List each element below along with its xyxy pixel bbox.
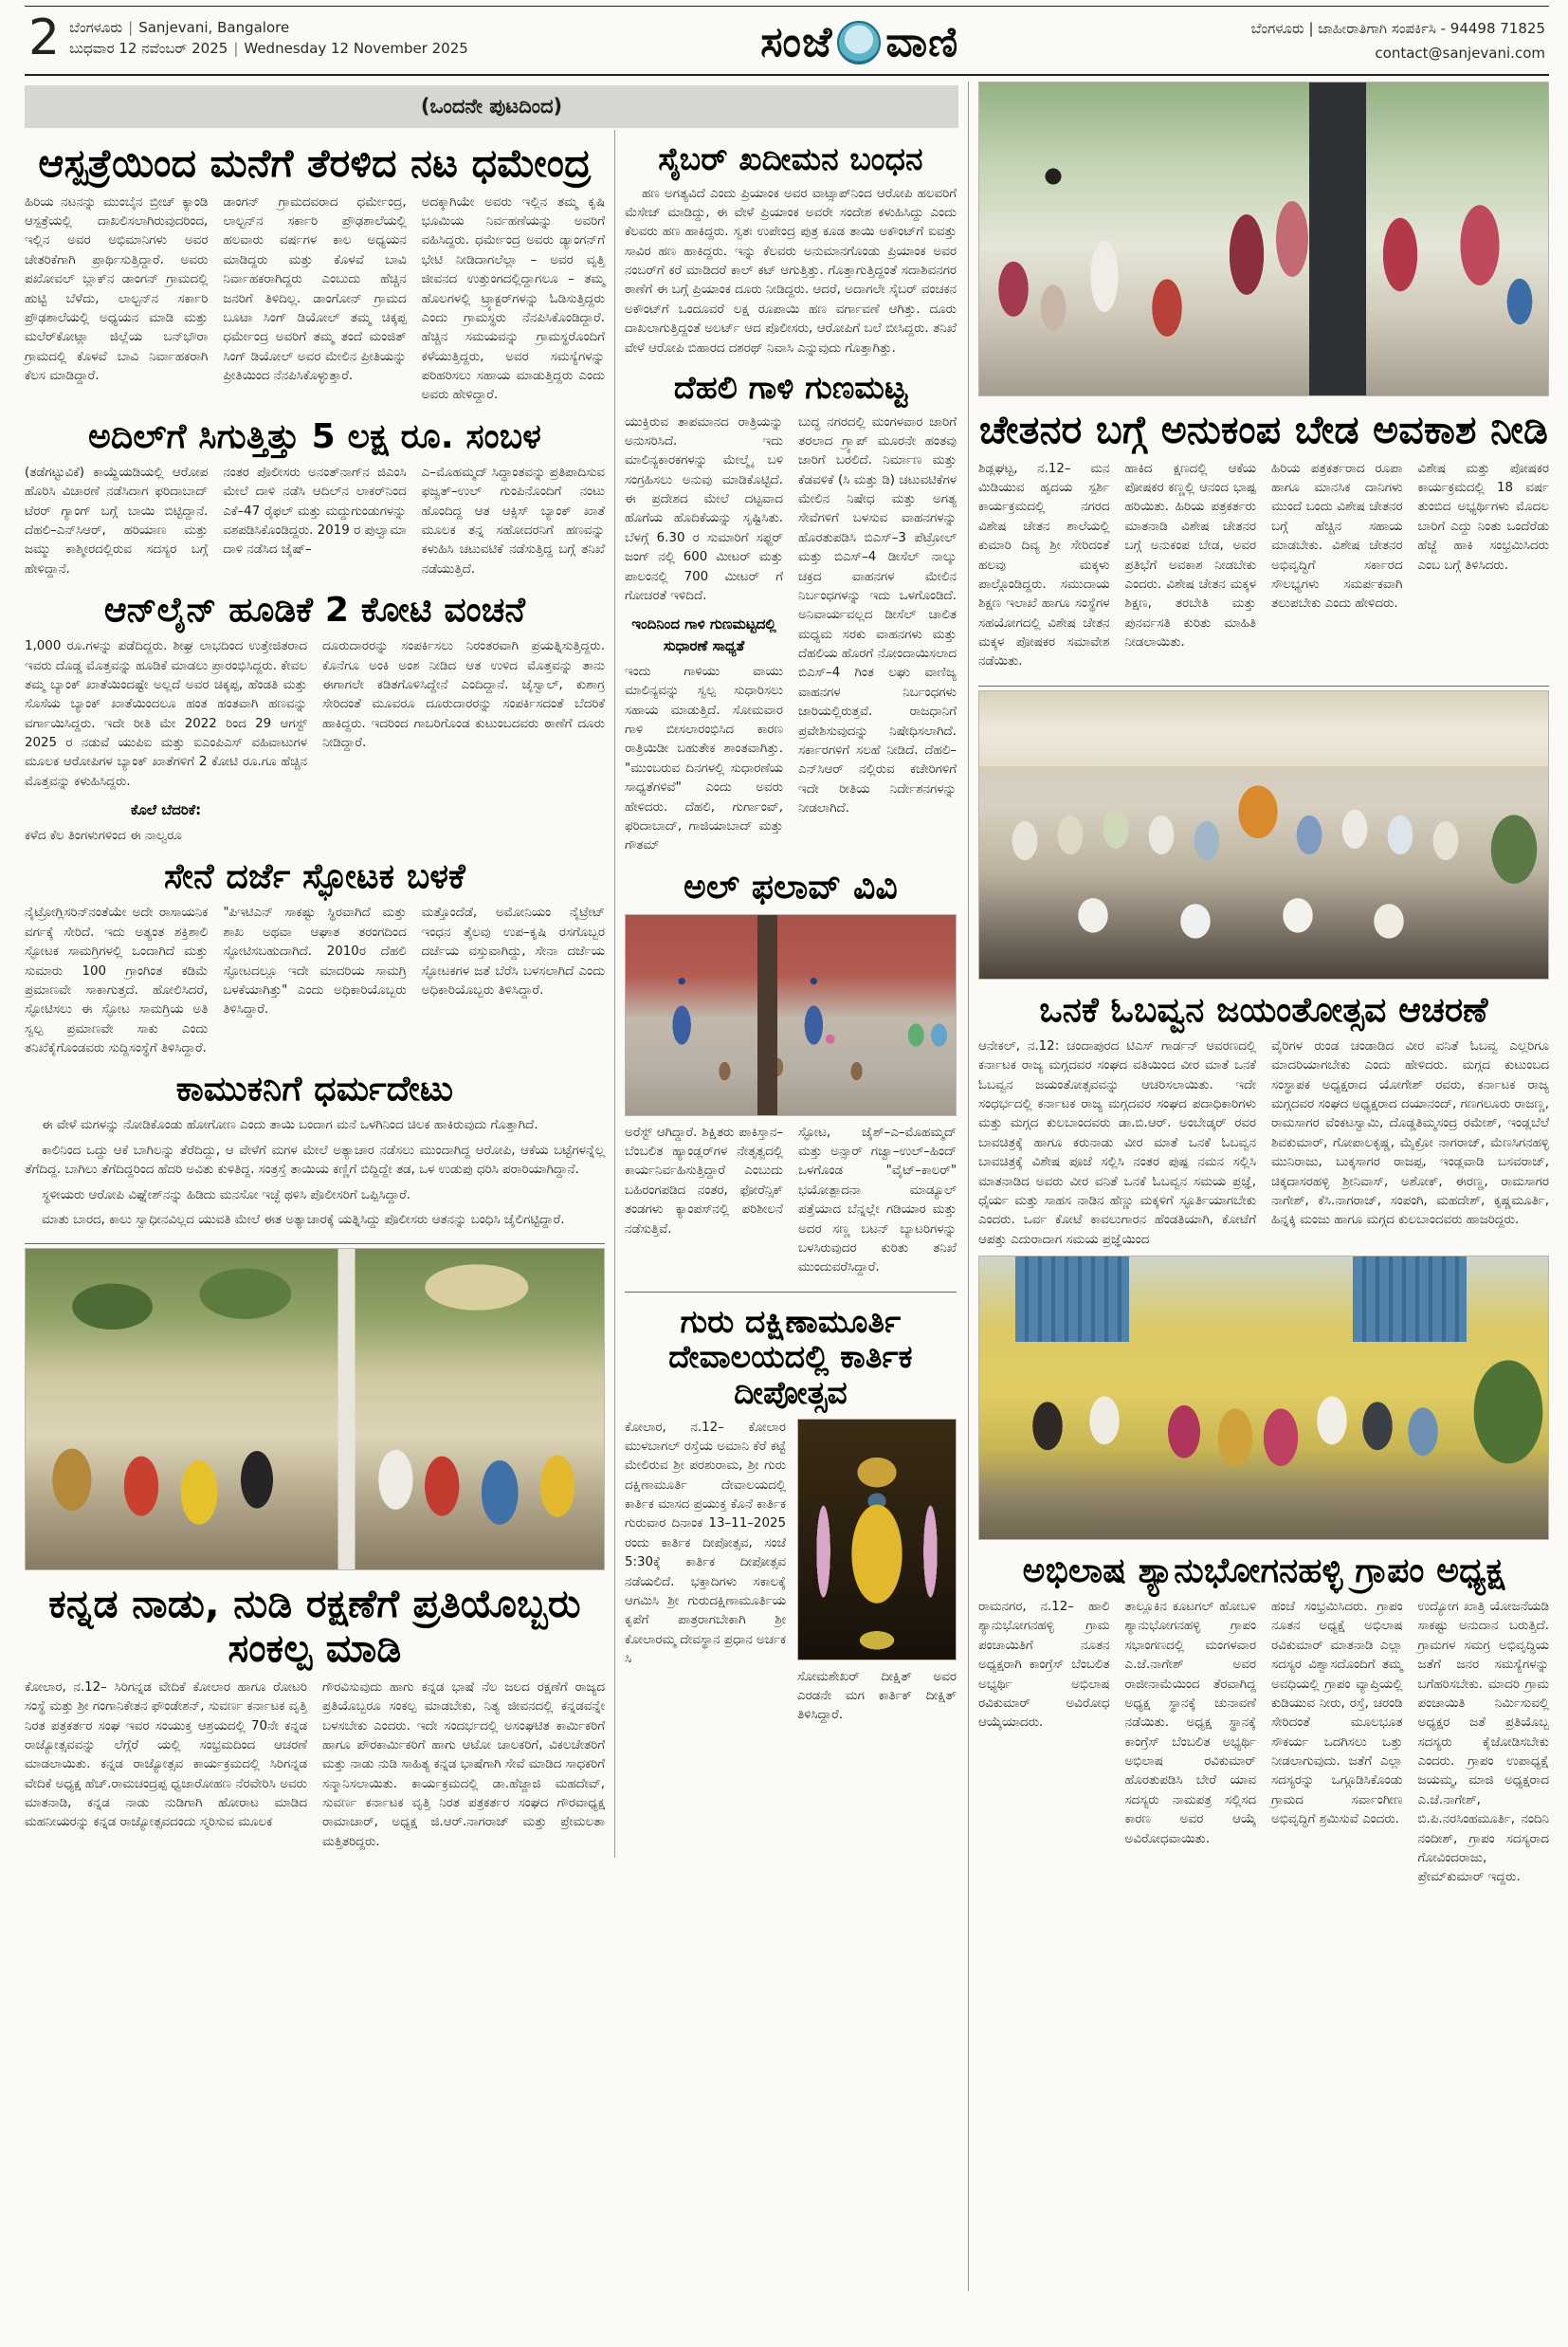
advertise-contact: ಬೆಂಗಳೂರು | ಜಾಹೀರಾತಿಗಾಗಿ ಸಂಪರ್ಕಿಸಿ - 94498 71825 (1250, 20, 1545, 37)
deity-photo-block (797, 1419, 957, 1738)
headline-online-fraud: ಆನ್‌ಲೈನ್ ಹೂಡಿಕೆ 2 ಕೋಟಿ ವಂಚನೆ (103, 591, 526, 631)
article-body-column: ಬುದ್ಧ ನಗರದಲ್ಲಿ ಮಂಗಳವಾರ ಜಾರಿಗೆ ತರಲಾದ ಗ್ರ್ಯಾಪ್ ಮೂರನೇ ಹಂತವು ಜಾರಿಗೆ ಬರಲಿದೆ. ನಿರ್ಮಾಣ ಮತ್ತು ಕೆಡವಳಿಕೆ (ಸಿ ಮತ್ತು ಡಿ) ಚಟುವಟಿಕೆಗಳ ಮೇಲಿನ ನಿಷೇಧ ಮತ್ತು ಅಗತ್ಯ ಸೇವೆಗಳಿಗೆ ಬಳಸುವ ವಾಹನಗಳನ್ನು ಹೊರತುಪಡಿಸಿ ಬಿಎಸ್–3 ಪೆಟ್ರೋಲ್ ಮತ್ತು ಬಿಎಸ್–4 ಡೀಸೆಲ್ ನಾಲ್ಕು ಚಕ್ರದ ವಾಹನಗಳ ಮೇಲಿನ ನಿರ್ಬಂಧಗಳನ್ನು ಇದು ಒಳಗೊಂಡಿದೆ. ಅನಿವಾರ್ಯವಲ್ಲದ ಡೀಸೆಲ್ ಚಾಲಿತ ಮಧ್ಯಮ ಸರಕು ವಾಹನಗಳು ಮತ್ತು ದೆಹಲಿಯ ಹೊರಗೆ ನೋಂದಾಯಿಸಲಾದ ಬಿಎಸ್–4 ಗಿಂತ ಲಘು ವಾಣಿಜ್ಯ ವಾಹನಗಳ ನಿರ್ಬಂಧಗಳು ಜಾರಿಯಲ್ಲಿರುತ್ತವೆ. ರಾಜಧಾನಿಗೆ ಪ್ರವೇಶಿಸುವುದನ್ನು ನಿಷೇಧಿಸಲಾಗಿದೆ. ಸರ್ಕಾರಗಳಿಗೆ ಸಲಹೆ ನೀಡಿದೆ. ದೆಹಲಿ–ಎನ್‌ಸಿಆರ್ ನಲ್ಲಿರುವ ಕಚೇರಿಗಳಿಗೆ ಇದೇ ರೀತಿಯ ನಿರ್ದೇಶನಗಳನ್ನು ನೀಡಲಾಗಿದೆ. (798, 414, 957, 816)
article-online-fraud (25, 591, 605, 846)
article-rajyotsava (25, 1248, 605, 1852)
continued-from-page-one-band: (ಒಂದನೇ ಪುಟದಿಂದ) (25, 85, 958, 128)
section-divider (978, 686, 1549, 687)
article-dharmendra (25, 141, 605, 406)
article-body-column: ಹಾಕಿದ ಕ್ಷಣದಲ್ಲಿ ಆಕೆಯ ಪೋಷಕರ ಕಣ್ಣಲ್ಲಿ ಆನಂದ ಭಾಷ್ಪ ಹರಿಯಿತು. ಹಿರಿಯ ಪತ್ರಕರ್ತರು ಮಾತನಾಡಿ ವಿಶೇಷ ಚೇತನರ ಬಗ್ಗೆ ಅನುಕಂಪ ಬೇಡ, ಅವರ ಪ್ರತಿಭೆಗೆ ಅವಕಾಶ ನೀಡಬೇಕು ಎಂದರು. ವಿಶೇಷ ಚೇತನ ಮಕ್ಕಳ ಶಿಕ್ಷಣ, ತರಬೇತಿ ಮತ್ತು ಪುನರ್ವಸತಿ ಕುರಿತು ಮಾಹಿತಿ ನೀಡಲಾಯಿತು. (1124, 461, 1256, 651)
article-body-column: ಹಂಚೆ ಸಂಭ್ರಮಿಸಿದರು. ಗ್ರಾಪಂ ನೂತನ ಅಧ್ಯಕ್ಷೆ ಅಭಿಲಾಷ ರವಿಕುಮಾರ್ ಮಾತನಾಡಿ ಎಲ್ಲಾ ಸದಸ್ಯರ ವಿಶ್ವಾಸದೊಂದಿಗೆ ತಮ್ಮ ಅವಧಿಯಲ್ಲಿ ಗ್ರಾಪಂ ವ್ಯಾಪ್ತಿಯಲ್ಲಿ ಕುಡಿಯುವ ನೀರು, ರಸ್ತೆ, ಚರಂಡಿ ಸೇರಿದಂತೆ ಮೂಲಭೂತ ಸೌಕರ್ಯ ಒದಗಿಸಲು ಒತ್ತು ನೀಡಲಾಗುವುದು. ಜತೆಗೆ ಎಲ್ಲಾ ಸದಸ್ಯರನ್ನು ಒಗ್ಗೂಡಿಸಿಕೊಂಡು ಗ್ರಾಮದ ಸರ್ವಾಂಗೀಣ ಅಭಿವೃದ್ಧಿಗೆ ಶ್ರಮಿಸುವೆ ಎಂದರು. (1271, 1600, 1403, 1827)
deity-photo (797, 1419, 957, 1660)
article-molester-beaten (25, 1070, 605, 1230)
column-rule (614, 130, 615, 1858)
article-body-column: ಸ್ಫೋಟ, ಜೈಶ್–ಎ–ಮೊಹಮ್ಮದ್ ಮತ್ತು ಅನ್ಸಾರ್ ಗಜ್ವಾ–ಉಲ್–ಹಿಂದ್ ಒಳಗೊಂಡ "ವೈಟ್–ಕಾಲರ್" ಭಯೋತ್ಪಾದನಾ ಮಾಡ್ಯೂಲ್ ಪತ್ತೆಯಾದ ಬೆನ್ನಲ್ಲೇ ಗಡಿಯಾರ ಮತ್ತು ಅದರ ಸಣ್ಣ ಬಟನ್ ಬ್ಯಾಟರಿಗಳನ್ನು ಬಳಸಿರುವುದರ ಕುರಿತು ತನಿಖೆ ಮುಂದುವರೆಸಿದ್ದಾರೆ. (798, 1125, 957, 1275)
article-body-column: ಎ–ಮೊಹಮ್ಮದ್ ಸಿದ್ಧಾಂತವನ್ನು ಪ್ರತಿಪಾದಿಸುವ ಫಜ್ವತ್–ಉಲ್ ಗುಂಪಿನೊಂದಿಗೆ ನಂಟು ಹೊಂದಿದ್ದ ಆತ ಆಕ್ಸಿಸ್ ಬ್ಯಾಂಕ್ ಖಾತೆ ಮೂಲಕ ತನ್ನ ಸಹೋದರನಿಗೆ ಹಣವನ್ನು ಕಳುಹಿಸಿ ಚಟುವಟಿಕೆ ನಡೆಸುತ್ತಿದ್ದ ಬಗ್ಗೆ ತನಿಖೆ ನಡೆಯುತ್ತಿದೆ. (421, 465, 605, 577)
headline-deepotsava: ಗುರು ದಕ್ಷಿಣಾಮೂರ್ತಿ ದೇವಾಲಯದಲ್ಲಿ ಕಾರ್ತಿಕ ದೀಪೋತ್ಸವ (668, 1302, 913, 1411)
headline-abhilasha: ಅಭಿಲಾಷ ಶ್ಯಾನುಭೋಗನಹಳ್ಳಿ ಗ್ರಾಪಂ ಅಧ್ಯಕ್ಷ (1022, 1551, 1505, 1591)
headline-al-falah: ಅಲ್ ಫಲಾವ್ ವಿವಿ (684, 867, 898, 907)
article-body: ಹಣ ಅಗತ್ಯವಿದೆ ಎಂದು ಪ್ರಿಯಾಂಕ ಅವರ ವಾಟ್ಸಾಪ್‌ನಿಂದ ಆರೋಪಿ ಹಲವರಿಗೆ ಮೆಸೇಜ್ ಮಾಡಿದ್ದು, ಈ ವೇಳೆ ಪ್ರಿಯಾಂಕ ಅವರೇ ಸಂದೇಶ ಕಳುಹಿಸಿದ್ದು ಎಂದು ಕೆಲವರು ಹಣ ಹಾಕಿದ್ದರು. ಸ್ವತಃ ಉಪೇಂದ್ರ ಪುತ್ರ ಕೂಡ ತಾಯಿ ಅಕೌಂಟ್‌ಗೆ ಐವತ್ತು ಸಾವಿರ ಹಣ ಹಾಕಿದ್ದರು. ಇನ್ನು ಕೆಲವರು ಅನುಮಾನಗೊಂಡು ಪ್ರಿಯಾಂಕ ಅವರ ನಂಬರ್‌ಗೆ ಕರೆ ಮಾಡಿದರೆ ಕಾಲ್ ಕಟ್ ಆಗುತ್ತಿತ್ತು. ಗೊತ್ತಾಗುತ್ತಿದ್ದಂತೆ ಸದಾಶಿವನಗರ ಠಾಣೆಗೆ ಈ ಬಗ್ಗೆ ಪ್ರಿಯಾಂಕ ದೂರು ನೀಡಿದ್ದರು. ಆದರೆ, ಅದಾಗಲೇ ಸೈಬರ್ ವಂಚಕನ ಅಕೌಂಟ್‌ಗೆ ಒಂದೂವರೆ ಲಕ್ಷ ರೂಪಾಯಿ ಹಣ ವರ್ಗಾವಣೆ ಆಗಿತ್ತು. ದೂರು ದಾಖಲಾಗುತ್ತಿದ್ದಂತೆ ಅಲರ್ಟ್ ಆದ ಪೊಲೀಸರು, ಆರೋಪಿಗೆ ಬಲೆ ಬೀಸಿದ್ದರು. ತನಿಖೆ ವೇಳೆ ಆರೋಪಿ ಬಿಹಾರದ ದಶರಥ್ ನಿವಾಸಿ ಎನ್ನುವುದು ಗೊತ್ತಾಗಿತ್ತು. (625, 186, 957, 356)
article-lead: ಈ ವೇಳೆ ಮಗಳನ್ನು ನೋಡಿಕೊಂಡು ಹೋಗೋಣ ಎಂದು ತಾಯಿ ಬಂದಾಗ ಮನೆ ಒಳಗಿನಿಂದ ಚಿಲಕ ಹಾಕಿರುವುದು ಗೊತ್ತಾಗಿದೆ. (42, 1118, 538, 1133)
article-body-column: ಡಾಂಗನ್ ಗ್ರಾಮದವರಾದ ಧರ್ಮೇಂದ್ರ, ಲಾಲ್ಟನ್‌ನ ಸರ್ಕಾರಿ ಪ್ರೌಢಶಾಲೆಯಲ್ಲಿ ಹಲವಾರು ವರ್ಷಗಳ ಕಾಲ ಅಧ್ಯಯನ ಮಾಡಿದ್ದರು ಮತ್ತು ಕೊಳವೆ ಬಾವಿ ನಿರ್ವಾಹಕರಾಗಿದ್ದರು ಎಂಬುದು ಹೆಚ್ಚಿನ ಜನರಿಗೆ ತಿಳಿದಿಲ್ಲ. ಡಾಂಗೋನ್ ಗ್ರಾಮದ ಬೂಟಾ ಸಿಂಗ್ ಡಿಯೋಲ್ ತಮ್ಮ ಚಿಕ್ಕಪ್ಪ ಧರ್ಮೇಂದ್ರ ಅವರಿಗೆ ತಮ್ಮ ತಂದೆ ಮಂಜಿತ್ ಸಿಂಗ್ ಡಿಯೋಲ್ ಅವರ ಮೇಲಿನ ಪ್ರೀತಿಯನ್ನು ಪ್ರೀತಿಯಿಂದ ನೆನಪಿಸಿಕೊಳ್ಳುತ್ತಾರೆ. (223, 194, 407, 384)
article-body-column: ನೈಟ್ರೋಗ್ಲಿಸರಿನ್‌ನಂತೆಯೇ ಅದೇ ರಾಸಾಯನಿಕ ವರ್ಗಕ್ಕೆ ಸೇರಿದೆ. ಇದು ಅತ್ಯಂತ ಶಕ್ತಿಶಾಲಿ ಸ್ಫೋಟಕ ಸಾಮಗ್ರಿಗಳಲ್ಲಿ ಒಂದಾಗಿದೆ ಮತ್ತು ಸುಮಾರು 100 ಗ್ರಾಂಗಿಂತ ಕಡಿಮೆ ಪ್ರಮಾಣವೇ ಸಾಕಾಗುತ್ತದೆ. ಹೋಲಿಸಿದರೆ, ಸ್ಫೋಟಿಸಲು ಈ ಸ್ಫೋಟ ಸಾಮಗ್ರಿಯ ಅತಿ ಸ್ವಲ್ಪ ಪ್ರಮಾಣವೇ ಸಾಕು ಎಂದು ತನಿಖೆಕೈಗೊಂಡವರು ಸುದ್ದಿಸಂಸ್ಥೆಗೆ ತಿಳಿಸಿದ್ದಾರೆ. (25, 906, 209, 1055)
subhead-air-improvement: ಇಂದಿನಿಂದ ಗಾಳಿ ಗುಣಮಟ್ಟದಲ್ಲಿ ಸುಧಾರಣೆ ಸಾಧ್ಯತೆ (631, 615, 776, 655)
edition-lines (69, 16, 468, 57)
masthead-logo-icon (837, 21, 881, 64)
article-body-column: ತಾಲ್ಲೂಕಿನ ಕೂಟಗಲ್ ಹೋಬಳಿ ಶ್ಯಾನುಭೋಗನಹಳ್ಳಿ ಗ್ರಾಪಂ ಸಭಾಂಗಣದಲ್ಲಿ ಮಂಗಳವಾರ ಎ.ಜೆ.ನಾಗೇಶ್ ಅವರ ರಾಜೀನಾಮೆಯಿಂದ ತೆರವಾಗಿದ್ದ ಅಧ್ಯಕ್ಷ ಸ್ಥಾನಕ್ಕೆ ಚುನಾವಣೆ ನಡೆಯಿತು. ಅಧ್ಯಕ್ಷ ಸ್ಥಾನಕ್ಕೆ ಕಾಂಗ್ರೆಸ್ ಬೆಂಬಲಿತ ಅಭ್ಯರ್ಥಿ ಅಭಿಲಾಷ ರವಿಕುಮಾರ್ ಹೊರತುಪಡಿಸಿ ಬೇರೆ ಯಾವ ಸದಸ್ಯರು ನಾಮಪತ್ರ ಸಲ್ಲಿಸದ ಕಾರಣ ಅವರ ಆಯ್ಕೆ ಅವಿರೋಧವಾಯಿತು. (1124, 1600, 1256, 1846)
article-body-column: ರಾಮನಗರ, ನ.12– ಹಾಲಿ ಶ್ಯಾನುಭೋಗನಹಳ್ಳಿ ಗ್ರಾಮ ಪಂಚಾಯಿತಿಗೆ ನೂತನ ಅಧ್ಯಕ್ಷರಾಗಿ ಕಾಂಗ್ರೆಸ್ ಬೆಂಬಲಿತ ಅಭ್ಯರ್ಥಿ ಅಭಿಲಾಷ ರವಿಕುಮಾರ್ ಅವಿರೋಧ ಆಯ್ಕೆಯಾದರು. (978, 1600, 1110, 1731)
article-body-column: ಅರೆಸ್ಟ್ ಆಗಿದ್ದಾರೆ. ಶಿಕ್ಷಿತರು ಪಾಕಿಸ್ತಾನ–ಬೆಂಬಲಿತ ಹ್ಯಾಂಡ್ಲರ್‌ಗಳ ನೇತೃತ್ವದಲ್ಲಿ ಕಾರ್ಯನಿರ್ವಹಿಸುತ್ತಿದ್ದಾರೆ ಎಂಬುದು ಬಹಿರಂಗಪಡಿದ ನಂತರ, ಫೋರೆನ್ಸಿಕ್ ತಂಡಗಳು ಕ್ಯಾಂಪಸ್‌ನಲ್ಲಿ ಪರಿಶೀಲನೆ ನಡೆಸುತ್ತಿವೆ. (625, 1125, 783, 1237)
page-number: 2 (28, 9, 61, 66)
article-body-column: ಹಿರಿಯ ಪತ್ರಕರ್ತರಾದ ರೂಪಾ ಹಾಗೂ ಮಾನಸಿಕ ದಾನಿಗಳು ಮುಂದೆ ಬಂದು ವಿಶೇಷ ಚೇತನರ ಬಗ್ಗೆ ಹೆಚ್ಚಿನ ಸಹಾಯ ಮಾಡಬೇಕು. ವಿಶೇಷ ಚೇತನರ ಅಭಿವೃದ್ಧಿಗೆ ಸರ್ಕಾರದ ಸೌಲಭ್ಯಗಳು ಸಮರ್ಪಕವಾಗಿ ತಲುಪಬೇಕು ಎಂದು ಹೇಳಿದರು. (1271, 461, 1403, 612)
article-paragraph: ಸ್ಥಳೀಯರು ಆರೋಪಿ ವಿಘ್ನೇಶ್‌ನನ್ನು ಹಿಡಿದು ಮನಸೋ ಇಚ್ಛೆ ಥಳಿಸಿ ಪೊಲೀಸರಿಗೆ ಒಪ್ಪಿಸಿದ್ದಾರೆ. (42, 1187, 411, 1202)
article-obavva (978, 690, 1549, 1250)
article-body-column (25, 637, 307, 846)
date-english: Wednesday 12 November 2025 (244, 40, 468, 57)
middle-column-section (625, 130, 957, 1858)
date-kannada: ಬುಧವಾರ 12 ನವೆಂಬರ್ 2025 (69, 40, 228, 57)
air-col1-bottom: ಇಂದು ಗಾಳಿಯು ವಾಯು ಮಾಲಿನ್ಯವನ್ನು ಸ್ವಲ್ಪ ಸುಧಾರಿಸಲು ಸಹಾಯ ಮಾಡುತ್ತಿದೆ. ಸೋಮವಾರ ಗಾಳಿ ಬೀಸಲಾರಂಭಿಸಿದ ಕಾರಣ ರಾತ್ರಿಯಿಡೀ ಬಹುತೇಕ ಶಾಂತವಾಗಿತ್ತು. "ಮುಂಬರುವ ದಿನಗಳಲ್ಲಿ ಸುಧಾರಣೆಯ ಸಾಧ್ಯತೆಗಳಿವೆ" ಎಂದು ಅವರು ಹೇಳಿದರು. ದೆಹಲಿ, ಗುರ್ಗಾಂವ್, ಫರಿದಾಬಾದ್, ಗಾಜಿಯಾಬಾದ್ ಮತ್ತು ಗೌತಮ್ (625, 664, 783, 853)
article-military-explosive (25, 857, 605, 1058)
section-divider (25, 1243, 605, 1244)
headline-rajyotsava: ಕನ್ನಡ ನಾಡು, ನುಡಿ ರಕ್ಷಣೆಗೆ ಪ್ರತಿಯೊಬ್ಬರು ಸಂಕಲ್ಪ ಮಾಡಿ (48, 1581, 581, 1672)
headline-dharmendra: ಆಸ್ಪತ್ರೆಯಿಂದ ಮನೆಗೆ ತೆರಳಿದ ನಟ ಧಮೇಂದ್ರ (38, 140, 592, 186)
headline-military-explosive: ಸೇನೆ ದರ್ಜೆ ಸ್ಫೋಟಕ ಬಳಕೆ (163, 857, 466, 897)
article-body-column: ಗೌರವಿಸುವುದು ಹಾಗು ಕನ್ನಡ ಭಾಷೆ ನೆಲ ಜಲದ ರಕ್ಷಣೆಗೆ ರಾಜ್ಯದ ಪ್ರತಿಯೊಬ್ಬರೂ ಸಂಕಲ್ಪ ಮಾಡಬೇಕು, ನಿತ್ಯ ಜೀವನದಲ್ಲಿ ಕನ್ನಡವನ್ನೇ ಬಳಸಬೇಕು ಎಂದರು. ಇದೇ ಸಂದರ್ಭದಲ್ಲಿ ಅಸಂಘಟಿತ ಕಾರ್ಮಿಕರಿಗೆ ಹಾಗೂ ಪೌರಕಾರ್ಮಿಕರಿಗೆ ಹಾಗು ಆಟೋ ಚಾಲಕರಿಗೆ, ವಿಕಲಚೇತರಿಗೆ ಮತ್ತು ನಾಡು ನುಡಿ ಸಾಹಿತ್ಯ ಕನ್ನಡ ಭಾಷೆಗಾಗಿ ಸೇವೆ ಮಾಡಿದ ಸಾಧಕರಿಗೆ ಸನ್ಮಾನಿಸಲಾಯಿತು. ಕಾರ್ಯಕ್ರಮದಲ್ಲಿ ಡಾ.ಹೆಜ್ಜಾಜಿ ಮಹದೇವ್, ಸುವರ್ಣ ಕರ್ನಾಟಕ ವೃತ್ತಿ ನಿರತ ಪತ್ರಕರ್ತರ ಸಂಘದ ಗೌರವಾಧ್ಯಕ್ಷ ರಾಮಾಚಾರ್, ಅಧ್ಯಕ್ಷ ಜಿ.ಆರ್.ನಾಗರಾಜ್ ಮತ್ತು ಪ್ರೇಮಲತಾ ಮತ್ತಿತರಿದ್ದರು. (322, 1679, 605, 1849)
headline-molester-beaten: ಕಾಮುಕನಿಗೆ ಧರ್ಮದೇಟು (175, 1070, 454, 1109)
air-col1-top: ಯುಕ್ತಿರುವ ತಾಪಮಾನದ ರಾತ್ರಿಯನ್ನು ಅನುಸರಿಸಿದೆ. ಇದು ಮಾಲಿನ್ಯಕಾರಕಗಳನ್ನು ಮೇಲ್ಮೈ ಬಳಿ ಸಂಗ್ರಹಿಸಲು ಅನುವು ಮಾಡಿಕೊಟ್ಟಿದೆ. ಈ ಪ್ರದೇಶದ ಮೇಲೆ ದಟ್ಟವಾದ ಹೊಗೆಯ ಹೊದಿಕೆಯನ್ನು ಸೃಷ್ಟಿಸಿತು. ಬೆಳಗ್ಗೆ 6.30 ರ ಸುಮಾರಿಗೆ ಸಫ್ದರ್ ಜಂಗ್ ನಲ್ಲಿ 600 ಮೀಟರ್ ಮತ್ತು ಪಾಲಂನಲ್ಲಿ 700 ಮೀಟರ್ ಗೆ ಗೋಚರತೆ ಇಳಿದಿದೆ. (625, 414, 783, 603)
headline-obavva: ಒನಕೆ ಓಬವ್ವನ ಜಯಂತೋತ್ಸವ ಆಚರಣೆ (1039, 990, 1488, 1030)
contact-email: contact@sanjevani.com (1375, 45, 1545, 62)
article-abhilasha (978, 1256, 1549, 1888)
article-body-column: ನಂತರ ಪೊಲೀಸರು ಅನಂತ್‌ನಾಗ್‌ನ ಜಿಎಂಸಿ ಮೇಲೆ ದಾಳಿ ನಡೆಸಿ ಆದಿಲ್‌ನ ಲಾಕರ್‌ನಿಂದ ಎಕೆ–47 ರೈಫಲ್ ಮತ್ತು ಮದ್ದುಗುಂಡುಗಳನ್ನು ವಶಪಡಿಸಿಕೊಂಡಿದ್ದರು. 2019 ರ ಪುಲ್ವಾಮಾ ದಾಳಿ ನಡೆಸಿದ ಜೈಷ್– (223, 465, 407, 558)
header-right (1251, 16, 1545, 62)
article-body-column (625, 413, 783, 856)
masthead-text-right: ವಾಣಿ (885, 18, 959, 66)
headline-cyber-arrest: ಸೈಬರ್ ಖದೀಮನ ಬಂಧನ (658, 140, 923, 177)
article-delhi-air (625, 370, 957, 856)
right-column-section (978, 82, 1549, 2291)
article-body-column: (ತಡೆಗಟ್ಟುವಿಕೆ) ಕಾಯ್ದೆಯಡಿಯಲ್ಲಿ ಆರೋಪ ಹೊರಿಸಿ ವಿಚಾರಣೆ ನಡೆಸಿದಾಗ ಫರಿದಾಬಾದ್ ಟೆರರ್ ಗ್ಯಾಂಗ್ ಬಗ್ಗೆ ಬಾಯಿ ಬಿಟ್ಟಿದ್ದಾನೆ. ದೆಹಲಿ–ಎನ್‌ಸಿಆರ್, ಹರಿಯಾಣ ಮತ್ತು ಜಮ್ಮು ಕಾಶ್ಮೀರದಲ್ಲಿರುವ ಸದಸ್ಯರ ಬಗ್ಗೆ ಹೇಳಿದ್ದಾನೆ. (25, 465, 209, 577)
obavva-jayanti-group-photo (978, 690, 1549, 980)
section-divider (625, 1292, 957, 1293)
headline-delhi-air: ದೆಹಲಿ ಗಾಳಿ ಗುಣಮಟ್ಟ (673, 368, 908, 406)
article-adil-salary (25, 417, 605, 579)
article-body-column: ಅದಕ್ಕಾಗಿಯೇ ಅವರು ಇಲ್ಲಿನ ತಮ್ಮ ಕೃಷಿ ಭೂಮಿಯ ನಿರ್ವಹಣೆಯನ್ನು ಅವರಿಗೆ ವಹಿಸಿದ್ದರು. ಧರ್ಮೇಂದ್ರ ಅವರು ಡ್ಯಾಂಗನ್‌ಗೆ ಭೇಟಿ ನೀಡಿದಾಗಲೆಲ್ಲಾ – ಅವರ ವೃತ್ತಿ ಜೀವನದ ಉತ್ತುಂಗದಲ್ಲಿದ್ದಾಗಲೂ – ತಮ್ಮ ಹೊಲಗಳಲ್ಲಿ ಟ್ರ್ಯಾಕ್ಟರ್‌ಗಳನ್ನು ಓಡಿಸುತ್ತಿದ್ದರು ಎಂದು ಗ್ರಾಮಸ್ಥರು ನೆನಪಿಸಿಕೊಂಡಿದ್ದಾರೆ. ಹೆಚ್ಚಿನ ಸಮಯವನ್ನು ಗ್ರಾಮಸ್ಥರೊಂದಿಗೆ ಕಳೆಯುತ್ತಿದ್ದರು, ಅವರ ಸಮಸ್ಯೆಗಳನ್ನು ಪರಿಹರಿಸಲು ಸಹಾಯ ಮಾಡುತ್ತಿದ್ದರು ಎಂದು ಅವರು ಹೇಳಿದ್ದಾರೆ. (421, 194, 605, 403)
rajyotsava-event-photo (25, 1248, 605, 1570)
gram-panchayat-group-photo (978, 1256, 1549, 1540)
article-body-column: ಹಿರಿಯ ನಟನನ್ನು ಮುಂಬೈನ ಬ್ರೀಚ್ ಕ್ಯಾಂಡಿ ಆಸ್ಪತ್ರೆಯಲ್ಲಿ ದಾಖಲಿಸಲಾಗಿರುವುದರಿಂದ, ಇಲ್ಲಿನ ಅವರ ಅಭಿಮಾನಿಗಳು ಅವರ ಚೇತರಿಕೆಗಾಗಿ ಪ್ರಾರ್ಥಿಸುತ್ತಿದ್ದಾರೆ. ಅವರು ಪಖೋವಲ್ ಬ್ಲಾಕ್‌ನ ಡಾಂಗನ್ ಗ್ರಾಮದಲ್ಲಿ ಹುಟ್ಟಿ ಬೆಳೆದು, ಲಾಲ್ಟನ್‌ನ ಸರ್ಕಾರಿ ಪ್ರೌಢಶಾಲೆಯಲ್ಲಿ ಅಧ್ಯಯನ ಮಾಡಿ ಮತ್ತು ಮಲೆರ್‌ಕೋಟ್ಲಾ ಜಿಲ್ಲೆಯ ಬನ್‌ಭೌರಾ ಗ್ರಾಮದಲ್ಲಿ ಕೊಳವೆ ಬಾವಿ ನಿರ್ವಾಹಕರಾಗಿ ಕೆಲಸ ಮಾಡಿದ್ದಾರೆ. (25, 194, 209, 384)
separator: | (128, 19, 134, 36)
headline-adil-salary: ಅದಿಲ್‌ಗೆ ಸಿಗುತ್ತಿತ್ತು 5 ಲಕ್ಷ ರೂ. ಸಂಬಳ (87, 416, 542, 456)
fraud-col1-bottom: ಕಳೆದ ಕೆಲ ತಿಂಗಳುಗಳಿಂದ ಈ ನಾಲ್ವರೂ (25, 828, 182, 843)
special-children-event-photo (978, 82, 1549, 396)
header-left (28, 9, 468, 66)
article-paragraph: ಕಾಲಿನಿಂದ ಒದ್ದು ಆಕೆ ಬಾಗಿಲನ್ನು ತೆರೆದಿದ್ದು, ಆ ವೇಳೆಗೆ ಮಗಳ ಮೇಲೆ ಅತ್ಯಾಚಾರ ನಡೆಸಲು ಮುಂದಾಗಿದ್ದ ಆರೋಪಿ, ಆಕೆಯ ಬಟ್ಟೆಗಳನ್ನೆಲ್ಲ ತೆಗೆದಿದ್ದ. ಬಾಗಿಲು ತೆಗೆದಿದ್ದರಿಂದ ಹೆದರಿ ಅವಿತು ಕುಳಿತಿದ್ದ. ಸಂತ್ರಸ್ತೆ ತಾಯಿಯ ಕಣ್ಣಿಗೆ ಬಿದ್ದಿದ್ದೇ ತಡ, ಒಳ ಉಡುಪು ಧರಿಸಿ ಪರಾರಿಯಾಗಿದ್ದಾನೆ. (25, 1143, 605, 1178)
article-body-column: ಆನೇಕಲ್, ನ.12: ಚಂದಾಪುರದ ಟಿಎಸ್ ಗಾರ್ಡನ್ ಆವರಣದಲ್ಲಿ ಕರ್ನಾಟಕ ರಾಜ್ಯ ಮಗ್ಗದವರ ಸಂಘದ ವತಿಯಿಂದ ವೀರ ಮಾತೆ ಒನಕೆ ಓಬವ್ವನ ಜಯಂತೋತ್ಸವವನ್ನು ಆಚರಿಸಲಾಯಿತು. ಇದೇ ಸಂಧರ್ಭದಲ್ಲಿ ಕರ್ನಾಟಕ ರಾಜ್ಯ ಮಗ್ಗದವರ ಸಂಘದ ಪದಾಧಿಕಾರಿಗಳು ಮತ್ತು ಮಗ್ಗದ ಕುಲಬಾಂದವರು ಡಾ.ಬಿ.ಆರ್. ಅಂಬೇಡ್ಕರ್ ರವರ ಬಾವಚಿತ್ರಕ್ಕೆ ಹಾಗೂ ಕರುನಾಡು ವೀರ ಮಾತೆ ಒನಕೆ ಓಬವ್ವನ ಬಾವಚಿತ್ರಕ್ಕೆ ವಿಶೇಷ ಪೂಜೆ ಸಲ್ಲಿಸಿ ನಂತರ ಪುಷ್ಪ ನಮನ ಸಲ್ಲಿಸಿ ಮಾತನಾಡಿದ ಅವರು ವೀರ ವನಿತೆ ಒನಕೆ ಓಬವ್ವನ ಸಮಯ ಪ್ರಜ್ಞೆ, ಧೈರ್ಯ ಮತ್ತು ಸಾಹಸ ನಾಡಿನ ಹೆಣ್ಣು ಮಕ್ಕಳಿಗೆ ಸ್ಫೂರ್ತಿಯಾಗಬೇಕು ಎಂದರು. ಒರ್ವ ಕೋಟೆ ಕಾವಲುಗಾರನ ಹೆಂಡತಿಯಾಗಿ, ಕೋಟೆಗೆ ಆಪತ್ತು ಎದುರಾದಾಗ ಸಮಯ ಪ್ರಜ್ಞೆಯಿಂದ (978, 1038, 1256, 1247)
masthead-text-left: ಸಂಜೆ (760, 18, 833, 66)
article-body-column: ವೈರಿಗಳ ರುಂಡ ಚಂಡಾಡಿದ ವೀರ ವನಿತೆ ಓಬವ್ವ ಎಲ್ಲರಿಗೂ ಮಾದರಿಯಾಗಬೇಕು ಎಂದು ಹೇಳಿದರು. ಮಗ್ಗದ ಕುಟುಂಬದ ಸಂಸ್ಥಾಪಕ ಅಧ್ಯಕ್ಷರಾದ ಯೋಗೇಶ್ ರವರು, ಕರ್ನಾಟಕ ರಾಜ್ಯ ಮಗ್ಗದವರ ಸಂಘದ ಅಧ್ಯಕ್ಷರಾದ ದಯಾನಂದ್, ಗಣಗಲೂರು ರಾಜಣ್ಣ, ರಾಮಸಾಗರ ವೆಂಕಟಸ್ವಾಮಿ, ದೊಡ್ಡತಿಮ್ಮಸಂದ್ರ ರಮೇಶ್, ಇಂಡ್ಲಬೆಲೆ ಶಿವಕುಮಾರ್, ಗೋಪಾಲಕೃಷ್ಣ, ಮೈಕ್ರೋ ನಾಗರಾಜ್, ಮೆಣಸಿಗನಹಳ್ಳಿ ಮುನಿರಾಜು, ಬುಕ್ಕಸಾಗರ ರಾಜಪ್ಪ, ಇಂಡ್ಲವಾಡಿ ಬಸವರಾಜ್, ಚಿಕ್ಕದಾಸರಹಳ್ಳಿ ಶ್ರೀನಿವಾಸ್, ಅಶೋಕ್, ಈರಣ್ಣ, ರಾಮಸಾಗರ ನಾಗೇಶ್, ಕೆಸಿ.ನಾಗರಾಜ್, ಸಂಪಂಗಿ, ಮಹದೇಶ್, ಕೃಷ್ಣಮೂರ್ತಿ, ಹಿನ್ನಕ್ಕಿ ಮಂಜು ಹಾಗೂ ಮಗ್ಗದ ಕುಲಬಾಂದವರು ಹಾಜರಿದ್ದರು. (1271, 1038, 1549, 1228)
article-chetanara (978, 82, 1549, 672)
article-body-column: ವಿಶೇಷ ಮತ್ತು ಪೋಷಕರ ಕಾರ್ಯಕ್ರಮದಲ್ಲಿ 18 ವರ್ಷ ತುಂಬಿದ ಅಭ್ಯರ್ಥಿಗಳು ಮೊದಲ ಬಾರಿಗೆ ಎದ್ದು ನಿಂತು ಒಂದೆರೆಡು ಹೆಜ್ಜೆ ಹಾಕಿ ಸಂಭ್ರಮಿಸಿದರು ಎಂಬ ಬಗ್ಗೆ ತಿಳಿಸಿದರು. (1417, 461, 1549, 573)
article-body-column: "ಪಿಇಟಿಎನ್ ಸಾಕಷ್ಟು ಸ್ಥಿರವಾಗಿದೆ ಮತ್ತು ಶಾಖ ಅಥವಾ ಆಘಾತ ತರಂಗದಿಂದ ಸ್ಫೋಟಿಸಬಹುದಾಗಿದೆ. 2010ರ ದೆಹಲಿ ಸ್ಫೋಟದಲ್ಲೂ ಇದೇ ಮಾದರಿಯ ಸಾಮಗ್ರಿ ಬಳಕೆಯಾಗಿತ್ತು" ಎಂದು ಅಧಿಕಾರಿಯೊಬ್ಬರು ತಿಳಿಸಿದ್ದಾರೆ. (223, 906, 407, 1018)
article-al-falah (625, 868, 957, 1278)
separator: | (233, 40, 239, 57)
page-header (25, 10, 1549, 76)
subhead-murder-threat: ಕೊಲೆ ಬೆದರಿಕೆ: (130, 801, 202, 819)
masthead (760, 18, 958, 66)
article-body-column: ಉದ್ಯೋಗ ಖಾತ್ರಿ ಯೋಜನೆಯಡಿ ಸಾಕಷ್ಟು ಅನುದಾನ ಬರುತ್ತಿದೆ. ಗ್ರಾಮಗಳ ಸಮಗ್ರ ಅಭಿವೃದ್ಧಿಯ ಜತೆಗೆ ಜನರ ಸಮಸ್ಯೆಗಳನ್ನು ಬಗೆಹರಿಸಬೇಕು. ಮಾದರಿ ಗ್ರಾಮ ಪಂಚಾಯಿತಿ ನಿರ್ಮಿಸುವಲ್ಲಿ ಅಧ್ಯಕ್ಷರ ಜತೆ ಪ್ರತಿಯೊಬ್ಬ ಸದಸ್ಯರು ಕೈಜೋಡಿಸಬೇಕು ಎಂದರು. ಗ್ರಾಪಂ ಉಪಾಧ್ಯಕ್ಷೆ ಜಯಮ್ಮ, ಮಾಜಿ ಅಧ್ಯಕ್ಷರಾದ ಎ.ಜೆ.ನಾಗೇಶ್, ಬಿ.ಪಿ.ನರಸಿಂಹಮೂರ್ತಿ, ನಂದಿನಿ ನಂದೀಶ್, ಗ್ರಾಪಂ ಸದಸ್ಯರಾದ ಗೋವಿಂದರಾಜು, ಪ್ರೇಮ್‌ಕುಮಾರ್ ಇದ್ದರು. (1417, 1600, 1549, 1885)
deepotsava-caption: ಸೋಮಶೇಖರ್ ದೀಕ್ಷಿತ್ ಅವರ ಎರಡನೇ ಮಗ ಕಾರ್ತಿಕ್ ದೀಕ್ಷಿತ್ ತಿಳಿಸಿದ್ದಾರೆ. (797, 1669, 957, 1722)
al-falah-security-photo (625, 914, 957, 1116)
article-deepotsava (625, 1304, 957, 1738)
article-paragraph: ಮಾತು ಬಾರದ, ಕಾಲು ಸ್ವಾಧೀನವಿಲ್ಲದ ಯುವತಿ ಮೇಲೆ ಈತ ಅತ್ಯಾಚಾರಕ್ಕೆ ಯತ್ನಿಸಿದ್ದು ಪೊಲೀಸರು ಆತನನ್ನು ಬಂಧಿಸಿ ಜೈಲಿಗಟ್ಟಿದ್ದಾರೆ. (42, 1212, 565, 1227)
article-body-column: ದೂರುದಾರರನ್ನು ಸಂಪರ್ಕಿಸಲು ನಿರಂತರವಾಗಿ ಪ್ರಯತ್ನಿಸುತ್ತಿದ್ದರು. ಕೊನೆಗೂ ಅಂಕಿ ಅಂಶ ನೀಡಿದ ಆತ ಉಳಿದ ಮೊತ್ತವನ್ನು ತಾನು ಈಗಾಗಲೇ ಕಡಿತಗೊಳಿಸಿದ್ದೇನೆ ಎಂದಿದ್ದಾನೆ. ಜೈಸ್ವಾಲ್, ಕುಶಾಗ್ರ ಸೇರಿದಂತೆ ಮೂವರೂ ದೂರುದಾರರನ್ನು ಸಂಪರ್ಕಿಸದಂತೆ ಬೆದರಿಕೆ ಹಾಕಿದ್ದರು. ಇದರಿಂದ ಗಾಬರಿಗೊಂಡ ಕುಟುಂಬದವರು ಠಾಣೆಗೆ ದೂರು ನೀಡಿದ್ದಾರೆ. (322, 639, 605, 751)
fraud-col1-top: 1,000 ರೂ.ಗಳನ್ನು ಪಡೆದಿದ್ದರು. ಶೀಘ್ರ ಲಾಭದಿಂದ ಉತ್ತೇಜಿತರಾದ ಇವರು ದೊಡ್ಡ ಮೊತ್ತವನ್ನು ಹೂಡಿಕೆ ಮಾಡಲು ಪ್ರಾರಂಭಿಸಿದ್ದರು. ಕೇವಲ ತಮ್ಮ ಬ್ಯಾಂಕ್ ಖಾತೆಯಿಂದಷ್ಟೇ ಅಲ್ಲದೆ ಅವರ ಚಿಕ್ಕಪ್ಪ, ಹೆಂಡತಿ ಮತ್ತು ಸೊಸೆಯ ಬ್ಯಾಂಕ್ ಖಾತೆಯಿಂದಲೂ ಹಂತ ಹಂತವಾಗಿ ಹಣವನ್ನು ವರ್ಗಾಯಿಸಿದ್ದರು. ಇದೇ ರೀತಿ ಮೇ 2022 ರಿಂದ 29 ಆಗಸ್ಟ್ 2025 ರ ನಡುವೆ ಯುಪಿಐ ಮತ್ತು ಐಎಂಪಿಎಸ್ ವಹಿವಾಟುಗಳ ಮೂಲಕ ಆರೋಪಿಗಳ ಬ್ಯಾಂಕ್ ಖಾತೆಗಳಿಗೆ 2 ಕೋಟಿ ರೂ.ಗೂ ಹೆಚ್ಚಿನ ಮೊತ್ತವನ್ನು ಕಳುಹಿಸಿದ್ದರು. (25, 639, 307, 789)
edition-label: Sanjevani, Bangalore (138, 19, 290, 36)
article-body-column: ಕೋಲಾರ, ನ.12– ಕೋಲಾರ ಮುಳಬಾಗಲ್ ರಸ್ತೆಯ ಅಮಾನಿ ಕೆರೆ ಕಟ್ಟೆ ಮೇಲಿರುವ ಶ್ರೀ ಪರಶುರಾಮ, ಶ್ರೀ ಗುರು ದಕ್ಷಿಣಾಮೂರ್ತಿ ದೇವಾಲಯದಲ್ಲಿ ಕಾರ್ತಿಕ ಮಾಸದ ಪ್ರಯುಕ್ತ ಕೊನೆ ಕಾರ್ತಿಕ ಗುರುವಾರ ದಿನಾಂಕ 13–11–2025 ರಂದು ಕಾರ್ತಿಕ ದೀಪೋತ್ಸವ, ಸಂಜೆ 5:30ಕ್ಕೆ ಕಾರ್ತಿಕ ದೀಪೋತ್ಸವ ನಡೆಯಲಿದೆ. ಭಕ್ತಾದಿಗಳು ಸಕಾಲಕ್ಕೆ ಆಗಮಿಸಿ ಶ್ರೀ ಗುರುದಕ್ಷಿಣಾಮೂರ್ತಿಯ ಕೃಪೆಗೆ ಪಾತ್ರರಾಗಬೇಕಾಗಿ ಶ್ರೀ ಕೋಲಾರಮ್ಮ ದೇವಸ್ಥಾನ ಪ್ರಧಾನ ಅರ್ಚಕ ಸಿ (625, 1420, 786, 1667)
article-body-column: ಕೋಲಾರ, ನ.12– ಸಿರಿಗನ್ನಡ ವೇದಿಕೆ ಕೋಲಾರ ಹಾಗೂ ರೋಟರಿ ಸಂಸ್ಥೆ ಮತ್ತು ಶ್ರೀ ಗಂಗಾನಿಕೇತನ ಫೌಂಡೇಶನ್, ಸುವರ್ಣ ಕರ್ನಾಟಕ ವೃತ್ತಿ ನಿರತ ಪತ್ರಕರ್ತರ ಸಂಘ ಇವರ ಸಂಯುಕ್ತ ಆಶ್ರಯದಲ್ಲಿ 70ನೇ ಕನ್ನಡ ರಾಜ್ಯೋತ್ಸವವನ್ನು ಲೆಗ್ಗೆರೆ ಯಲ್ಲಿ ಸಂಭ್ರಮದಿಂದ ಆಚರಣೆ ಮಾಡಲಾಯಿತು. ಕನ್ನಡ ರಾಜ್ಯೋತ್ಸವ ಕಾರ್ಯಕ್ರಮದಲ್ಲಿ ಸಿರಿಗನ್ನಡ ವೇದಿಕೆ ಅಧ್ಯಕ್ಷ ಹೆಚ್.ರಾಮಚಂದ್ರಪ್ಪ ಧ್ವಜಾರೋಹಣ ನೆರವೇರಿಸಿ ಅವರು ಮಾತನಾಡಿ, ಕನ್ನಡ ನಾಡು ನುಡಿಗಾಗಿ ಹೋರಾಟ ಮಾಡಿದ ಮಹನೀಯರನ್ನು ಕನ್ನಡ ರಾಜ್ಯೋತ್ಸವದಂದು ಸ್ಮರಿಸುವ ಮೂಲಕ (25, 1679, 307, 1830)
article-cyber-arrest (625, 141, 957, 358)
column-rule (968, 82, 969, 2291)
article-body-column: ಮತ್ತೊಂದೆಡೆ, ಅಮೋನಿಯಂ ನೈಟ್ರೇಟ್ ಇಂಧನ ತೈಲವು ಉಪ–ಕೃಷಿ ರಸಗೊಬ್ಬರ ದರ್ಜೆಯ ವಸ್ತುವಾಗಿದ್ದು, ಸೇನಾ ದರ್ಜೆಯ ಸ್ಫೋಟಕಗಳ ಜತೆ ಬೆರೆಸಿ ಬಳಸಲಾಗಿದೆ ಎಂದು ಅಧಿಕಾರಿಯೊಬ್ಬರು ತಿಳಿಸಿದ್ದಾರೆ. (421, 906, 605, 998)
article-body-column: ಶಿಡ್ಲಘಟ್ಟ, ನ.12– ಮನ ಮಿಡಿಯುವ ಹೃದಯ ಸ್ಪರ್ಶಿ ಕಾರ್ಯಕ್ರಮದಲ್ಲಿ ನಗರದ ವಿಶೇಷ ಚೇತನ ಶಾಲೆಯಲ್ಲಿ ಕುಮಾರಿ ದಿವ್ಯ ಶ್ರೀ ಸೇರಿದಂತೆ ಹಲವು ಮಕ್ಕಳು ಪಾಲ್ಗೊಂಡಿದ್ದರು. ಸಮುದಾಯ ಶಿಕ್ಷಣ ಇಲಾಖೆ ಹಾಗೂ ಸಂಸ್ಥೆಗಳ ಸಹಯೋಗದಲ್ಲಿ ವಿಶೇಷ ಚೇತನ ಮಕ್ಕಳ ಪೋಷಕರ ಸಮಾವೇಶ ನಡೆಯಿತು. (978, 461, 1110, 669)
left-column-section (25, 130, 605, 1858)
headline-chetanara: ಚೇತನರ ಬಗ್ಗೆ ಅನುಕಂಪ ಬೇಡ ಅವಕಾಶ ನೀಡಿ (978, 407, 1549, 452)
top-rule (25, 6, 1549, 7)
city-label: ಬೆಂಗಳೂರು (69, 19, 123, 36)
